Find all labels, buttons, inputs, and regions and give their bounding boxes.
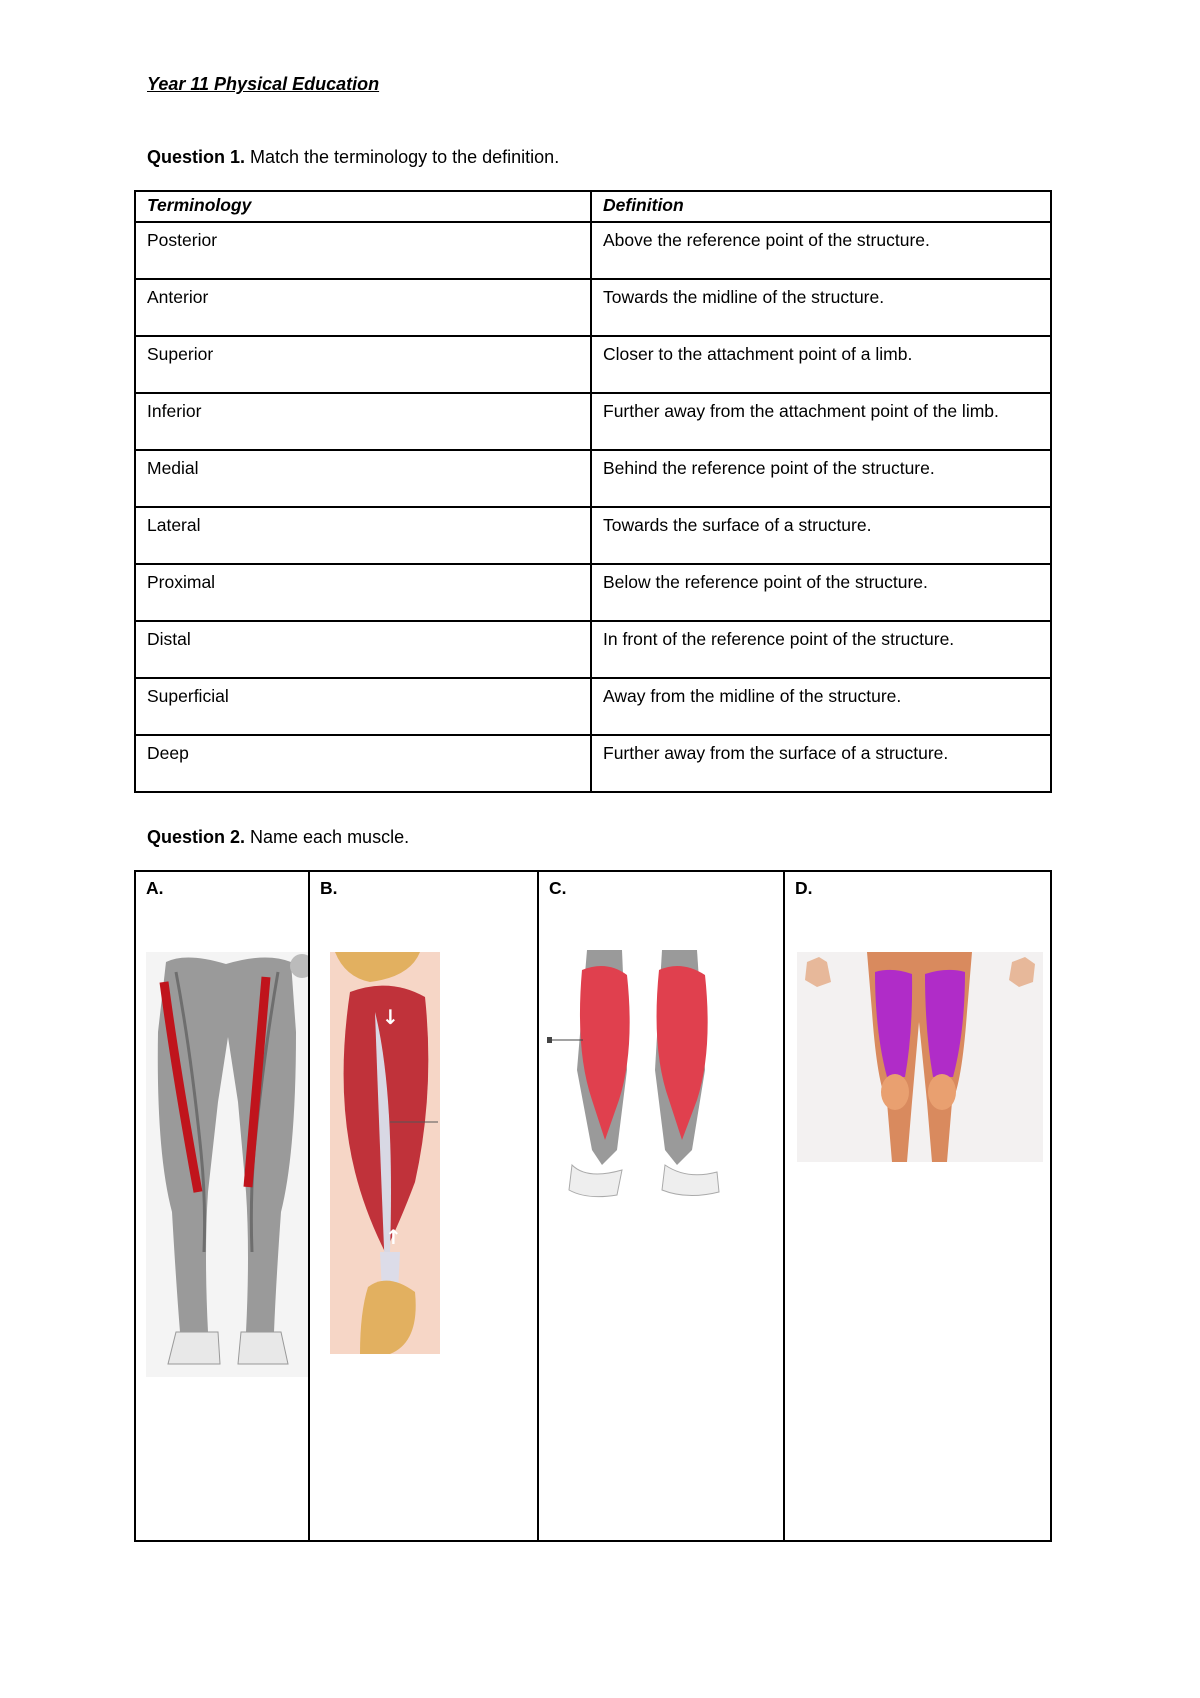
table-row <box>135 621 1051 678</box>
thigh-front-sartorius-image <box>146 952 308 1377</box>
term-cell: Medial <box>135 450 591 507</box>
calf-gastrocnemius-image <box>330 952 440 1354</box>
table-row <box>135 222 1051 279</box>
table-row <box>135 450 1051 507</box>
svg-text:↓: ↓ <box>382 1005 399 1029</box>
table-row <box>135 564 1051 621</box>
definition-cell: Towards the midline of the structure. <box>591 279 1051 336</box>
definition-cell: Closer to the attachment point of a limb. <box>591 336 1051 393</box>
muscle-cell-a <box>135 871 309 1541</box>
muscle-row <box>135 871 1051 1541</box>
term-cell: Distal <box>135 621 591 678</box>
term-cell: Deep <box>135 735 591 792</box>
term-cell: Superior <box>135 336 591 393</box>
definition-cell: Above the reference point of the structure. <box>591 222 1051 279</box>
term-cell: Posterior <box>135 222 591 279</box>
definition-cell: Further away from the surface of a structure. <box>591 735 1051 792</box>
definition-cell: Towards the surface of a structure. <box>591 507 1051 564</box>
question-2-label: Question 2. <box>147 827 246 847</box>
question-1-text: Match the terminology to the definition. <box>245 147 560 167</box>
muscle-cell-b <box>309 871 538 1541</box>
term-cell: Superficial <box>135 678 591 735</box>
terminology-table <box>134 190 1052 793</box>
term-cell: Inferior <box>135 393 591 450</box>
term-cell: Lateral <box>135 507 591 564</box>
definition-cell: Away from the midline of the structure. <box>591 678 1051 735</box>
definition-header: Definition <box>591 191 1051 222</box>
cell-letter: D. <box>795 878 813 898</box>
table-row <box>135 336 1051 393</box>
document-title: Year 11 Physical Education <box>147 74 380 94</box>
question-1-prompt <box>147 147 559 168</box>
table-header-row <box>135 191 1051 222</box>
terminology-header: Terminology <box>135 191 591 222</box>
definition-cell: Further away from the attachment point of the limb. <box>591 393 1051 450</box>
table-row <box>135 678 1051 735</box>
cell-letter: C. <box>549 878 567 898</box>
definition-cell: Behind the reference point of the structure. <box>591 450 1051 507</box>
question-1-label: Question 1. <box>147 147 246 167</box>
hamstrings-image <box>797 952 1043 1162</box>
table-row <box>135 393 1051 450</box>
calves-posterior-image <box>547 950 737 1220</box>
question-2-text: Name each muscle. <box>245 827 410 847</box>
table-row <box>135 279 1051 336</box>
term-cell: Proximal <box>135 564 591 621</box>
table-row <box>135 735 1051 792</box>
question-2-prompt <box>147 827 409 848</box>
muscle-cell-d <box>784 871 1051 1541</box>
cell-letter: A. <box>146 878 164 898</box>
muscle-cell-c <box>538 871 784 1541</box>
term-cell: Anterior <box>135 279 591 336</box>
svg-text:↑: ↑ <box>385 1225 402 1249</box>
muscle-table <box>134 870 1052 1542</box>
table-row <box>135 507 1051 564</box>
definition-cell: Below the reference point of the structure. <box>591 564 1051 621</box>
cell-letter: B. <box>320 878 338 898</box>
definition-cell: In front of the reference point of the structure. <box>591 621 1051 678</box>
